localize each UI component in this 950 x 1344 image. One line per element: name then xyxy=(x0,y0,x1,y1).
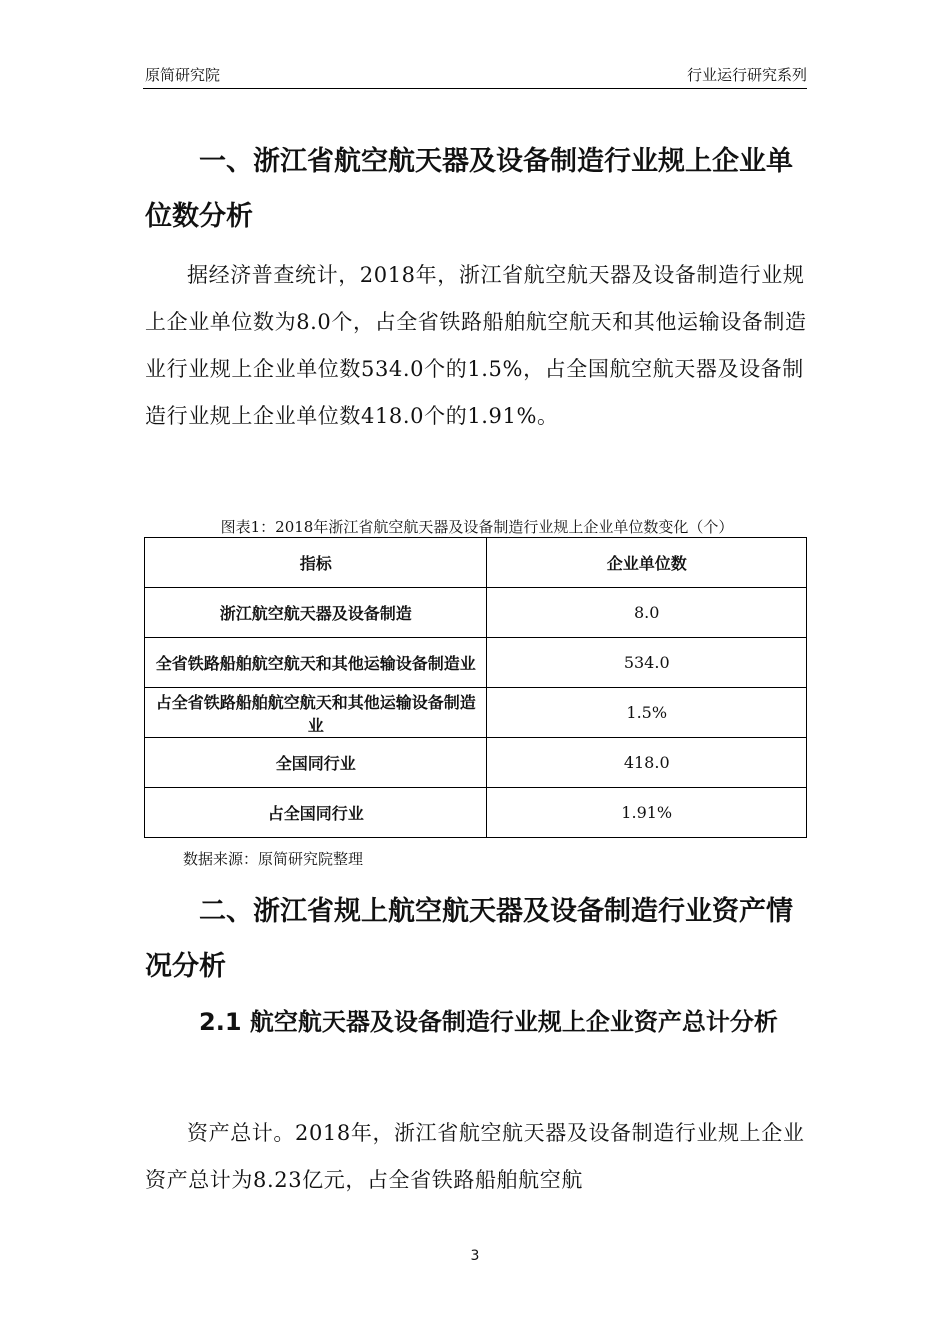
table-row-label: 浙江航空航天器及设备制造 xyxy=(145,588,487,638)
table-row-label: 占全国同行业 xyxy=(145,788,487,838)
header-divider xyxy=(143,88,807,89)
table-row xyxy=(145,638,807,688)
table-row-label: 全国同行业 xyxy=(145,738,487,788)
section2-heading: 二、浙江省规上航空航天器及设备制造行业资产情况分析 xyxy=(145,896,793,982)
table-row xyxy=(145,788,807,838)
section2-paragraph: 资产总计。2018年，浙江省航空航天器及设备制造行业规上企业资产总计为8.23亿元，占全省铁路船舶航空航 xyxy=(145,1121,805,1192)
table-header-row xyxy=(145,538,807,588)
table-header-count: 企业单位数 xyxy=(487,538,807,588)
table-source-note: 数据来源：原简研究院整理 xyxy=(183,850,364,868)
table-row-value: 1.5% xyxy=(487,688,807,738)
header-org-name: 原简研究院 xyxy=(145,66,221,84)
section1-paragraph: 据经济普查统计，2018年，浙江省航空航天器及设备制造行业规上企业单位数为8.0个，占全省铁路船舶航空航天和其他运输设备制造业行业规上企业单位数534.0个的1.5%，占全国航空航天器及设备制造行业规上企业单位数418.0个的1.91%。 xyxy=(145,263,807,428)
section1-heading: 一、浙江省航空航天器及设备制造行业规上企业单位数分析 xyxy=(145,146,793,232)
table-header-indicator: 指标 xyxy=(145,538,487,588)
table-row-label: 全省铁路船舶航空航天和其他运输设备制造业 xyxy=(145,638,487,688)
table-row xyxy=(145,688,807,738)
header-series-name: 行业运行研究系列 xyxy=(686,66,807,84)
page-number: 3 xyxy=(470,1248,480,1264)
enterprise-count-table xyxy=(144,537,807,838)
table-row-label: 占全省铁路船舶航空航天和其他运输设备制造业 xyxy=(145,688,487,738)
table-row-value: 1.91% xyxy=(487,788,807,838)
table-caption: 图表1：2018年浙江省航空航天器及设备制造行业规上企业单位数变化（个） xyxy=(220,518,734,536)
table-row-value: 8.0 xyxy=(487,588,807,638)
table-row xyxy=(145,738,807,788)
section2-subheading: 2.1 航空航天器及设备制造行业规上企业资产总计分析 xyxy=(199,1008,778,1036)
table-row xyxy=(145,588,807,638)
table-row-value: 418.0 xyxy=(487,738,807,788)
table-row-value: 534.0 xyxy=(487,638,807,688)
